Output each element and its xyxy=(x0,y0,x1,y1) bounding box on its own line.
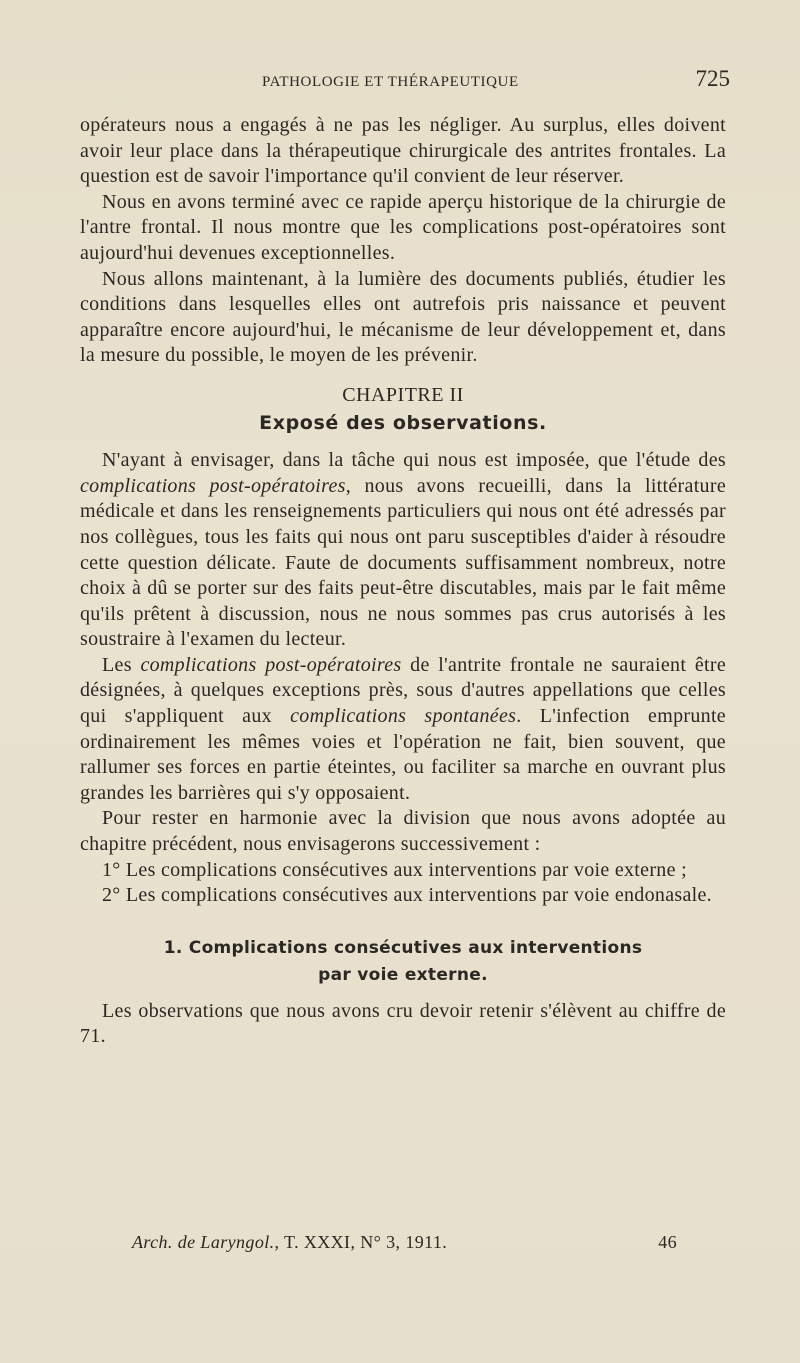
paragraph-3: Nous allons maintenant, à la lumière des documents publiés, étudier les conditions dans lesquelles elles ont autrefois pris naissance et peuvent apparaître encore aujourd'hui, le mécanisme de leur développement et, dans la mesure du possible, le moyen de les prévenir. xyxy=(80,267,726,367)
paragraph-5-emphasis-1: complications post-opératoires xyxy=(140,653,402,676)
signature-number: 46 xyxy=(658,1232,677,1252)
paragraph-5-emphasis-2: complications spontanées xyxy=(290,705,517,728)
section-title-line-2: par voie externe. xyxy=(318,964,488,985)
page-number: 725 xyxy=(695,66,730,91)
paragraph-5-text-c: . L'infection emprunte ordinairement les mêmes voies et l'opération ne fait, bien souvent, que rallumer ses forces en partie éteintes, ou faciliter sa marche en ouvrant plus grandes les barrières qui s'y opposaient. xyxy=(80,705,726,804)
footer-citation-details: , T. XXXI, N° 3, 1911. xyxy=(274,1232,448,1252)
page-header xyxy=(80,64,730,94)
paragraph-4-emphasis: complications post-opératoires xyxy=(80,474,346,497)
paragraph-4-text-b: , nous avons recueilli, dans la littérature médicale et dans les renseignements particuliers qui nous ont été adressés par nos collègues, tous les faits qui nous ont paru susceptibles d'aider à résoudre cette question délicate. Faute de documents suffisamment nombreux, notre choix à dû se porter sur des faits peut-être discutables, mais par le fait même qu'ils prêtent à discussion, nous ne nous sommes pas crus autorisés à les soustraire à l'examen du lecteur. xyxy=(80,474,726,651)
page-body xyxy=(80,113,726,1050)
running-title: PATHOLOGIE ET THÉRAPEUTIQUE xyxy=(262,74,519,90)
paragraph-2: Nous en avons terminé avec ce rapide aperçu historique de la chirurgie de l'antre frontal. Il nous montre que les complications post-opératoires sont aujourd'hui devenues exceptionnelles. xyxy=(80,190,726,264)
paragraph-4-text-a: N'ayant à envisager, dans la tâche qui nous est imposée, que l'étude des xyxy=(102,449,726,472)
list-item-1: 1° Les complications consécutives aux interventions par voie externe ; xyxy=(102,858,687,881)
paragraph-7: Les observations que nous avons cru devoir retenir s'élèvent au chiffre de 71. xyxy=(80,999,726,1048)
paragraph-6: Pour rester en harmonie avec la division que nous avons adoptée au chapitre précédent, nous envisagerons successivement : xyxy=(80,807,726,856)
paragraph-4 xyxy=(80,448,726,653)
footer-citation-journal: Arch. de Laryngol. xyxy=(132,1232,275,1252)
chapter-subtitle: Exposé des observations. xyxy=(259,411,547,434)
paragraph-5 xyxy=(80,653,726,807)
paragraph-5-text-a: Les xyxy=(102,653,141,676)
section-title-line-1: 1. Complications consécutives aux interventions xyxy=(163,937,643,958)
paragraph-5-text-b: de l'antrite frontale ne sauraient être désignées, à quelques exceptions près, sous d'autres appellations que celles qui s'appliquent aux xyxy=(80,653,727,728)
paragraph-1: opérateurs nous a engagés à ne pas les négliger. Au surplus, elles doivent avoir leur place dans la thérapeutique chirurgicale des antrites frontales. La question est de savoir l'importance qu'il convient de leur réserver. xyxy=(80,114,726,188)
list-item-2: 2° Les complications consécutives aux interventions par voie endonasale. xyxy=(102,884,712,907)
section-title xyxy=(80,935,726,989)
page-footer xyxy=(132,1232,677,1253)
chapter-title: CHAPITRE II xyxy=(342,383,464,406)
